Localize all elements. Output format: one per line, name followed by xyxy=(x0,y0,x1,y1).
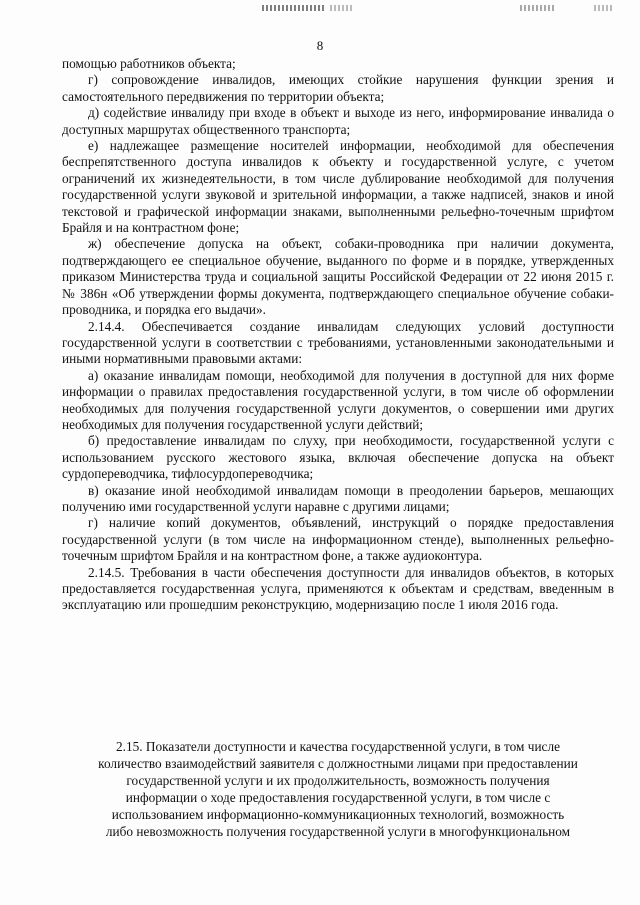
page-number: 8 xyxy=(316,38,324,53)
section-line: количество взаимодействий заявителя с должностными лицами при предоставлении xyxy=(98,756,578,771)
paragraph: в) оказание иной необходимой инвалидам помощи в преодолении барьеров, мешающих получению ими государственной услуги наравне с другими лицами; xyxy=(62,482,614,514)
paragraph: е) надлежащее размещение носителей информации, необходимой для обеспечения беспрепятственного доступа инвалидов к объекту и государственной услуге, с учетом ограничений их жизнедеятельности, в том числе дублирование необходимой для получения государственной услуги звуковой и зрительной информации, а также надписей, знаков и иной текстовой и графической информации знаками, выполненными рельефно-точечным шрифтом Брайля и на контрастном фоне; xyxy=(62,138,614,236)
document-body xyxy=(62,56,614,614)
scan-artifact xyxy=(330,5,354,11)
paragraph: 2.14.4. Обеспечивается создание инвалидам следующих условий доступности государственной услуги в соответствии с требованиями, установленными законодательными и иными нормативными правовыми актами: xyxy=(62,318,614,367)
paragraph: а) оказание инвалидам помощи, необходимой для получения в доступной для них форме информации о правилах предоставления государственной услуги, в том числе об оформлении необходимых для получения государственной услуги документов, о совершении ими других необходимых для получения государственной услуги действий; xyxy=(62,367,614,432)
paragraph: б) предоставление инвалидам по слуху, при необходимости, государственной услуги с использованием русского жестового языка, включая обеспечение допуска на объект сурдопереводчика, тифлосурдопереводчика; xyxy=(62,433,614,482)
paragraph: г) сопровождение инвалидов, имеющих стойкие нарушения функции зрения и самостоятельного передвижения по территории объекта; xyxy=(62,72,614,104)
section-line: либо невозможность получения государственной услуги в многофункциональном xyxy=(105,824,571,839)
section-2-15-heading xyxy=(62,738,614,840)
paragraph: д) содействие инвалиду при входе в объект и выходе из него, информирование инвалида о доступных маршрутах общественного транспорта; xyxy=(62,105,614,137)
paragraph: г) наличие копий документов, объявлений, инструкций о порядке предоставления государственной услуги (в том числе на информационном стенде), выполненных рельефно-точечным шрифтом Брайля и на контрастном фоне, а также аудиоконтура. xyxy=(62,515,614,564)
section-line: информации о ходе предоставления государственной услуги, в том числе с xyxy=(125,790,551,805)
section-line: использованием информационно-коммуникационных технологий, возможность xyxy=(111,807,565,822)
paragraph: ж) обеспечение допуска на объект, собаки-проводника при наличии документа, подтверждающего ее специальное обучение, выданного по форме и в порядке, утвержденных приказом Министерства труда и социальной защиты Российской Федерации от 22 июня 2015 г. № 386н «Об утверждении формы документа, подтверждающего специальное обучение собаки-проводника, и порядка его выдачи». xyxy=(62,236,614,318)
section-line: государственной услуги и их продолжительность, возможность получения xyxy=(126,773,550,788)
scan-artifact xyxy=(594,5,612,11)
scan-artifact xyxy=(520,5,556,11)
paragraph: помощью работников объекта; xyxy=(62,56,236,71)
paragraph: 2.14.5. Требования в части обеспечения доступности для инвалидов объектов, в которых предоставляется государственная услуга, применяются к объектам и средствам, введенным в эксплуатацию или прошедшим реконструкцию, модернизацию после 1 июля 2016 года. xyxy=(62,564,614,613)
section-line: 2.15. Показатели доступности и качества государственной услуги, в том числе xyxy=(115,739,560,754)
scan-artifact xyxy=(262,5,324,11)
